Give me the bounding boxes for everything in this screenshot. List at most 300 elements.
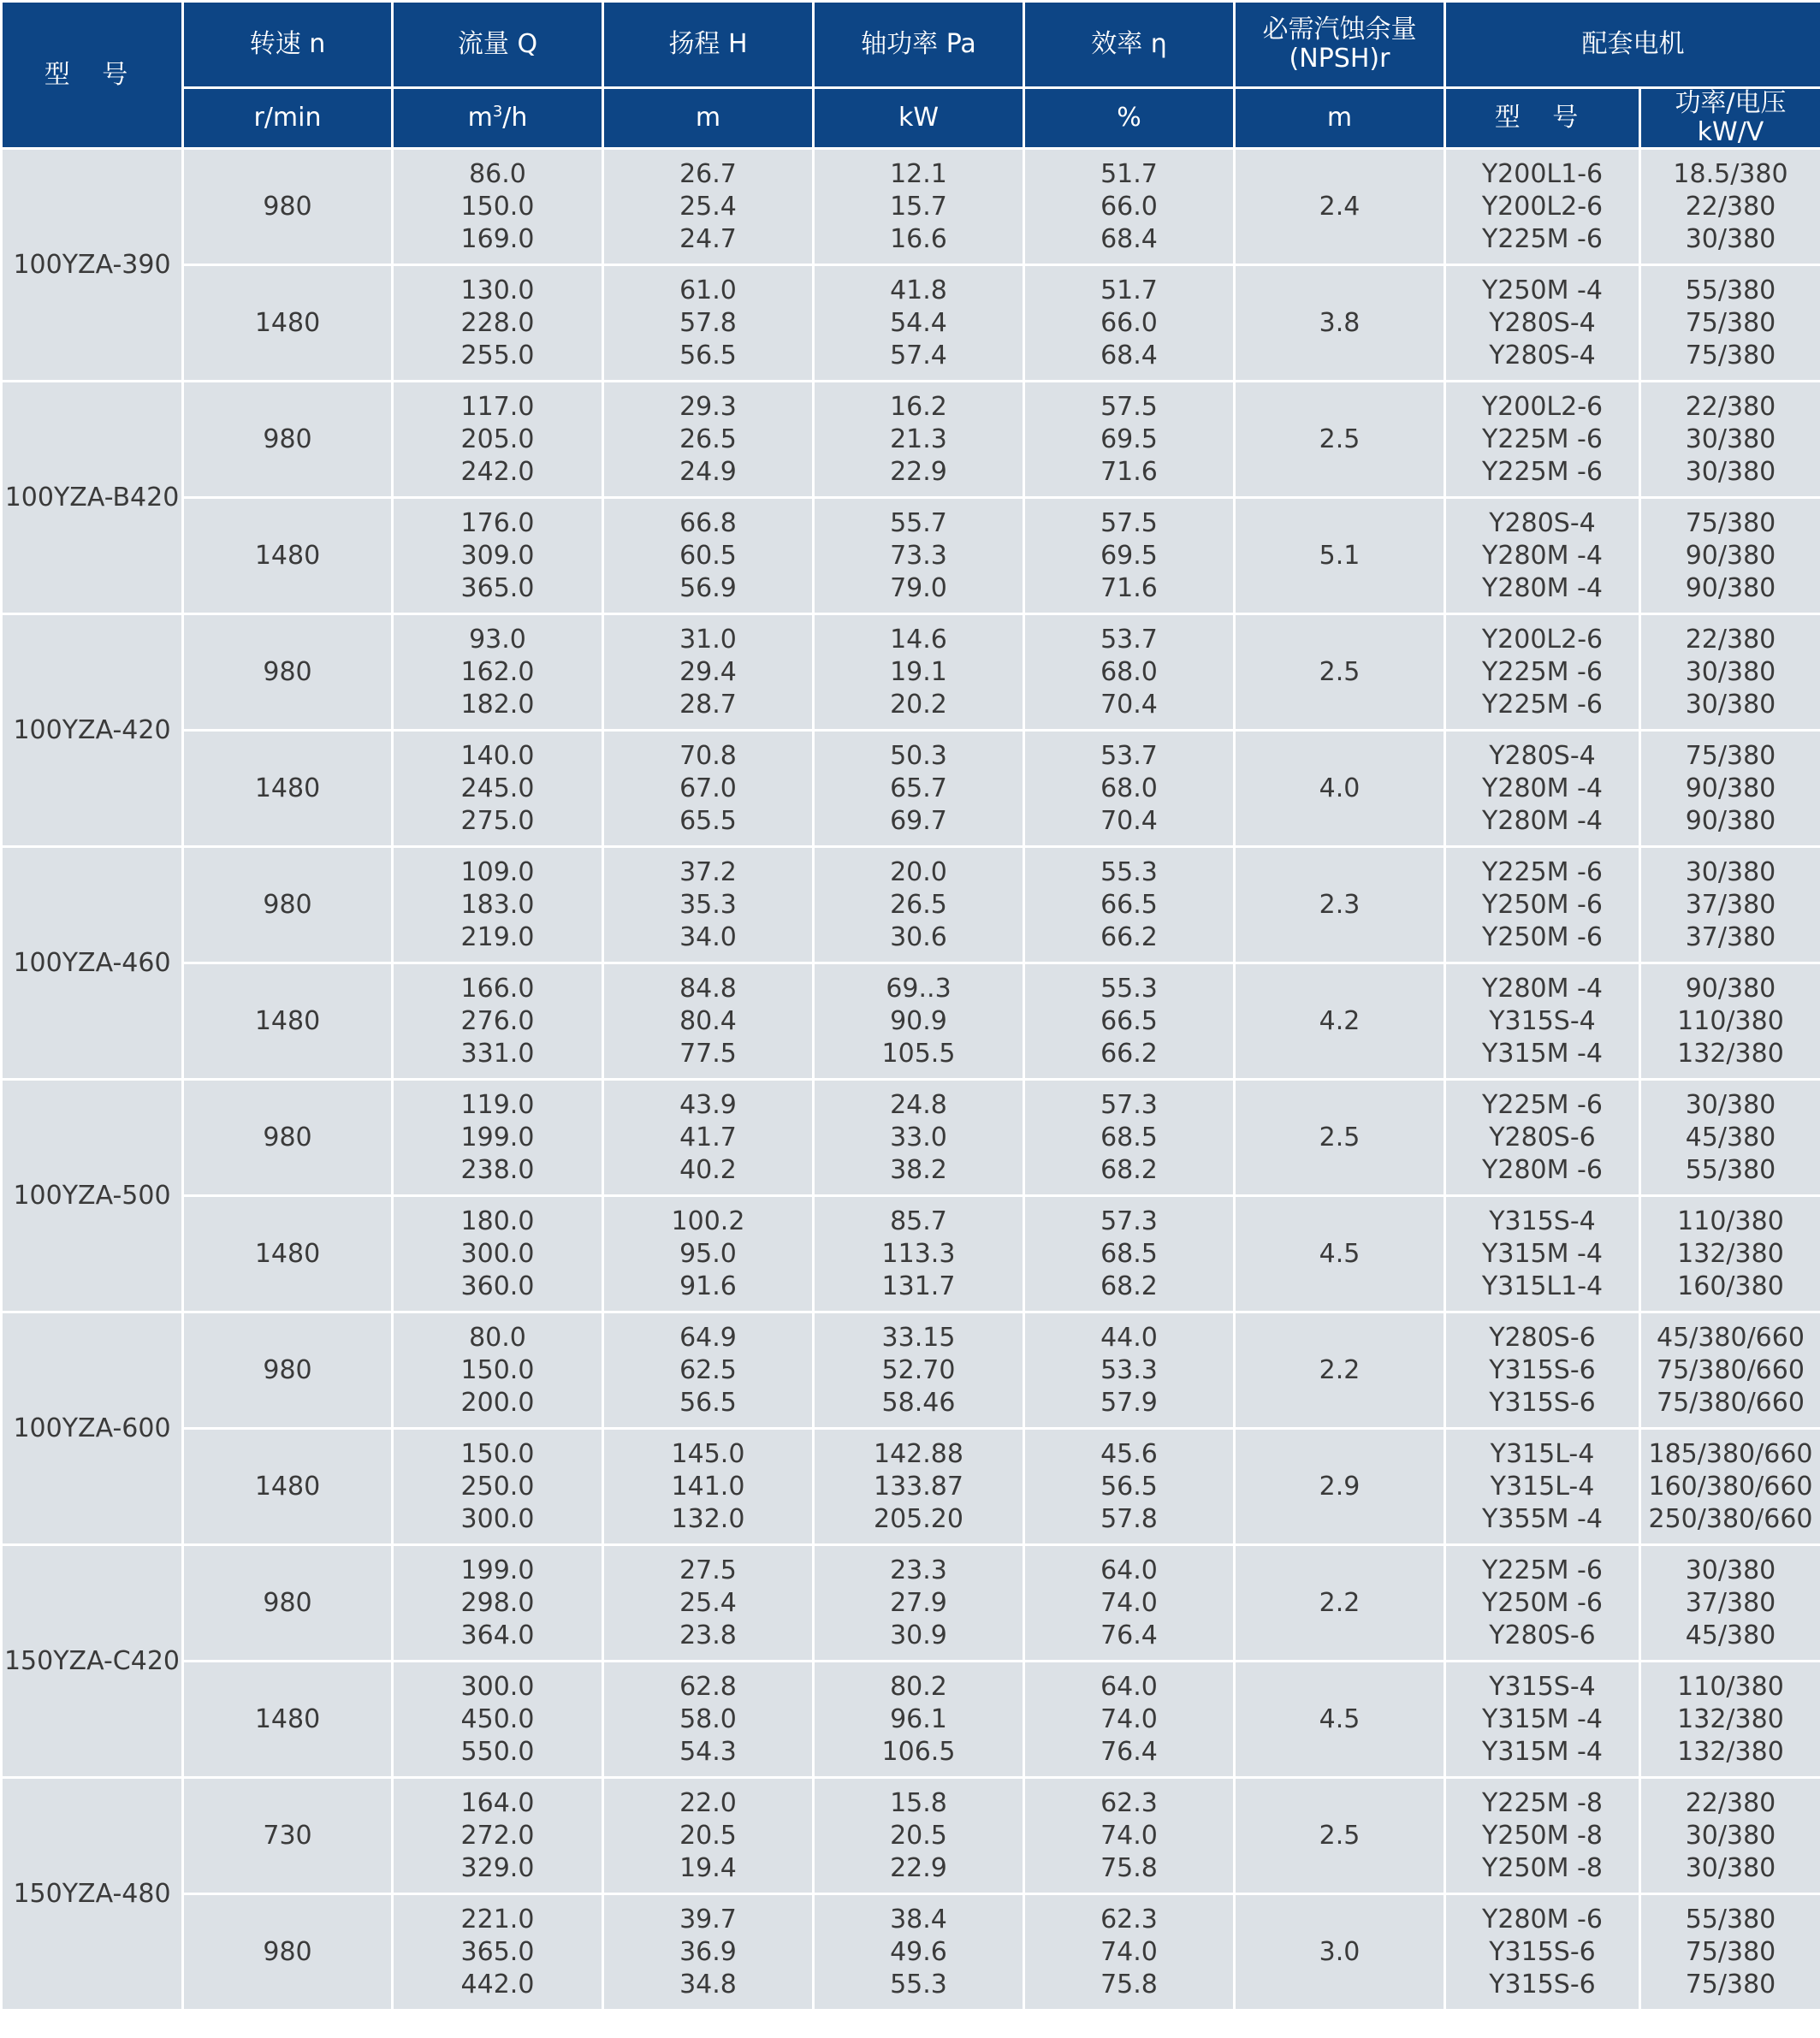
flow-value: 150.0 <box>460 191 535 222</box>
efficiency-values <box>1025 1089 1233 1187</box>
motor-model-value: Y200L2-6 <box>1481 391 1604 422</box>
shaft-power-cell <box>814 1662 1024 1778</box>
motor-power-cell <box>1640 1312 1820 1429</box>
head-value: 145.0 <box>671 1438 745 1469</box>
motor-model-cell <box>1445 1662 1640 1778</box>
head-cell <box>603 1545 814 1662</box>
speed-cell: 980 <box>183 1545 393 1662</box>
flow-cell <box>393 149 603 265</box>
speed-cell: 1480 <box>183 498 393 614</box>
motor-power-values <box>1641 856 1820 954</box>
motor-model-value: Y225M -6 <box>1482 689 1603 720</box>
efficiency-value: 75.8 <box>1100 1969 1158 1999</box>
flow-value: 360.0 <box>460 1271 535 1301</box>
shaft-power-value: 14.6 <box>890 624 947 655</box>
motor-power-value: 22/380 <box>1685 624 1776 655</box>
shaft-power-value: 52.70 <box>881 1354 956 1385</box>
flow-value: 199.0 <box>460 1555 535 1585</box>
motor-power-value: 45/380 <box>1685 1122 1776 1152</box>
motor-model-value: Y225M -8 <box>1482 1787 1603 1818</box>
efficiency-cell <box>1024 265 1235 382</box>
shaft-power-value: 19.1 <box>890 656 947 687</box>
efficiency-values <box>1025 158 1233 256</box>
head-value: 84.8 <box>679 973 737 1004</box>
head-value: 34.0 <box>679 921 737 952</box>
efficiency-cell <box>1024 1545 1235 1662</box>
head-values <box>604 391 812 489</box>
shaft-power-value: 33.15 <box>881 1322 956 1353</box>
efficiency-cell <box>1024 731 1235 847</box>
flow-value: 182.0 <box>460 689 535 720</box>
head-value: 41.7 <box>679 1122 737 1152</box>
efficiency-value: 74.0 <box>1100 1820 1158 1851</box>
flow-values <box>394 391 602 489</box>
table-row <box>2 731 1820 847</box>
motor-model-value: Y315S-6 <box>1489 1354 1596 1385</box>
shaft-power-value: 131.7 <box>881 1271 956 1301</box>
flow-value: 309.0 <box>460 540 535 571</box>
motor-model-value: Y315S-4 <box>1489 1206 1596 1236</box>
flow-value: 80.0 <box>469 1322 526 1353</box>
shaft-power-cell <box>814 614 1024 731</box>
head-value: 22.0 <box>679 1787 737 1818</box>
motor-power-value: 30/380 <box>1685 223 1776 254</box>
shaft-power-cell <box>814 382 1024 498</box>
shaft-power-value: 26.5 <box>890 889 947 920</box>
efficiency-value: 62.3 <box>1100 1904 1158 1934</box>
motor-model-values <box>1446 391 1639 489</box>
motor-model-value: Y315M -4 <box>1482 1703 1603 1734</box>
efficiency-value: 71.6 <box>1100 456 1158 487</box>
motor-model-value: Y250M -6 <box>1482 1587 1603 1618</box>
motor-power-values <box>1641 1089 1820 1187</box>
efficiency-value: 56.5 <box>1100 1471 1158 1502</box>
motor-power-value: 75/380/660 <box>1657 1354 1805 1385</box>
motor-model-value: Y315M -4 <box>1482 1038 1603 1069</box>
flow-value: 365.0 <box>460 1936 535 1967</box>
motor-power-value: 75/380/660 <box>1657 1387 1805 1418</box>
shaft-power-value: 27.9 <box>890 1587 947 1618</box>
flow-cell <box>393 265 603 382</box>
efficiency-value: 45.6 <box>1100 1438 1158 1469</box>
flow-value: 183.0 <box>460 889 535 920</box>
head-value: 132.0 <box>671 1503 745 1534</box>
efficiency-cell <box>1024 498 1235 614</box>
table-row <box>2 1662 1820 1778</box>
table-body <box>2 149 1820 2011</box>
speed-cell: 1480 <box>183 731 393 847</box>
npsh-cell: 2.5 <box>1235 1778 1445 1894</box>
motor-power-values <box>1641 740 1820 838</box>
motor-power-value: 90/380 <box>1685 572 1776 603</box>
motor-power-value: 30/380 <box>1685 424 1776 454</box>
motor-power-cell <box>1640 731 1820 847</box>
motor-power-value: 132/380 <box>1677 1038 1784 1069</box>
motor-power-values <box>1641 1904 1820 2001</box>
table-row <box>2 847 1820 963</box>
shaft-power-cell <box>814 731 1024 847</box>
speed-cell: 980 <box>183 1080 393 1196</box>
flow-value: 150.0 <box>460 1354 535 1385</box>
shaft-power-cell <box>814 1778 1024 1894</box>
speed-cell: 980 <box>183 1312 393 1429</box>
flow-values <box>394 1438 602 1536</box>
head-cell <box>603 1894 814 2011</box>
head-value: 27.5 <box>679 1555 737 1585</box>
head-value: 39.7 <box>679 1904 737 1934</box>
shaft-power-value: 24.8 <box>890 1089 947 1120</box>
motor-model-values <box>1446 624 1639 721</box>
motor-model-value: Y225M -6 <box>1482 223 1603 254</box>
efficiency-value: 53.7 <box>1100 740 1158 771</box>
flow-value: 219.0 <box>460 921 535 952</box>
head-cell <box>603 149 814 265</box>
motor-model-value: Y280M -4 <box>1482 773 1603 803</box>
shaft-power-value: 69..3 <box>886 973 951 1004</box>
flow-value: 205.0 <box>460 424 535 454</box>
flow-value: 272.0 <box>460 1820 535 1851</box>
shaft-power-value: 38.2 <box>890 1154 947 1185</box>
header-head: 扬程 H <box>603 2 814 88</box>
motor-power-value: 90/380 <box>1685 540 1776 571</box>
efficiency-cell <box>1024 1662 1235 1778</box>
model-cell: 150YZA-480 <box>2 1778 183 2011</box>
flow-value: 200.0 <box>460 1387 535 1418</box>
efficiency-values <box>1025 1671 1233 1768</box>
head-values <box>604 1555 812 1652</box>
motor-power-value: 30/380 <box>1685 689 1776 720</box>
shaft-power-value: 16.2 <box>890 391 947 422</box>
head-values <box>604 856 812 954</box>
efficiency-value: 68.0 <box>1100 656 1158 687</box>
motor-model-value: Y280S-4 <box>1489 340 1596 370</box>
flow-cell <box>393 1545 603 1662</box>
efficiency-cell <box>1024 847 1235 963</box>
motor-model-values <box>1446 1671 1639 1768</box>
motor-power-value: 45/380 <box>1685 1620 1776 1650</box>
npsh-cell: 2.5 <box>1235 382 1445 498</box>
header-npsh-line2: (NPSH)r <box>1289 44 1390 74</box>
head-cell <box>603 1312 814 1429</box>
flow-cell <box>393 1894 603 2011</box>
flow-cell <box>393 498 603 614</box>
npsh-cell: 5.1 <box>1235 498 1445 614</box>
efficiency-value: 68.5 <box>1100 1238 1158 1269</box>
npsh-cell: 2.5 <box>1235 614 1445 731</box>
motor-model-cell <box>1445 1778 1640 1894</box>
model-cell: 100YZA-420 <box>2 614 183 847</box>
shaft-power-values <box>815 1438 1023 1536</box>
efficiency-value: 57.5 <box>1100 507 1158 538</box>
head-value: 61.0 <box>679 275 737 305</box>
head-value: 66.8 <box>679 507 737 538</box>
flow-value: 329.0 <box>460 1852 535 1883</box>
motor-model-value: Y280M -6 <box>1482 1154 1603 1185</box>
head-values <box>604 1671 812 1768</box>
efficiency-values <box>1025 1787 1233 1885</box>
flow-value: 169.0 <box>460 223 535 254</box>
flow-value: 450.0 <box>460 1703 535 1734</box>
npsh-cell: 2.2 <box>1235 1545 1445 1662</box>
head-value: 36.9 <box>679 1936 737 1967</box>
motor-power-value: 132/380 <box>1677 1736 1784 1767</box>
shaft-power-value: 96.1 <box>890 1703 947 1734</box>
shaft-power-value: 79.0 <box>890 572 947 603</box>
efficiency-value: 69.5 <box>1100 540 1158 571</box>
flow-cell <box>393 963 603 1080</box>
motor-model-value: Y280M -4 <box>1482 540 1603 571</box>
flow-value: 275.0 <box>460 805 535 836</box>
motor-power-value: 160/380 <box>1677 1271 1784 1301</box>
efficiency-value: 57.8 <box>1100 1503 1158 1534</box>
motor-model-values <box>1446 1438 1639 1536</box>
motor-power-cell <box>1640 1662 1820 1778</box>
efficiency-value: 68.2 <box>1100 1154 1158 1185</box>
flow-value: 300.0 <box>460 1238 535 1269</box>
efficiency-value: 74.0 <box>1100 1587 1158 1618</box>
motor-power-value: 90/380 <box>1685 973 1776 1004</box>
table-row <box>2 149 1820 265</box>
header-head-unit: m <box>603 88 814 149</box>
shaft-power-value: 69.7 <box>890 805 947 836</box>
speed-cell: 730 <box>183 1778 393 1894</box>
flow-values <box>394 1555 602 1652</box>
table-row <box>2 1429 1820 1545</box>
flow-value: 364.0 <box>460 1620 535 1650</box>
motor-model-value: Y315S-6 <box>1489 1387 1596 1418</box>
head-value: 56.5 <box>679 340 737 370</box>
efficiency-values <box>1025 973 1233 1070</box>
motor-model-cell <box>1445 498 1640 614</box>
shaft-power-cell <box>814 847 1024 963</box>
motor-model-value: Y250M -8 <box>1482 1820 1603 1851</box>
flow-value: 228.0 <box>460 307 535 338</box>
head-values <box>604 158 812 256</box>
flow-value: 164.0 <box>460 1787 535 1818</box>
shaft-power-value: 38.4 <box>890 1904 947 1934</box>
efficiency-value: 75.8 <box>1100 1852 1158 1883</box>
efficiency-value: 64.0 <box>1100 1555 1158 1585</box>
head-value: 26.5 <box>679 424 737 454</box>
shaft-power-cell <box>814 149 1024 265</box>
flow-value: 109.0 <box>460 856 535 887</box>
header-motor-model: 型 号 <box>1445 88 1640 149</box>
motor-power-cell <box>1640 614 1820 731</box>
motor-power-values <box>1641 1671 1820 1768</box>
motor-power-value: 110/380 <box>1677 1206 1784 1236</box>
efficiency-values <box>1025 1438 1233 1536</box>
header-motor-power <box>1640 88 1820 149</box>
motor-power-value: 90/380 <box>1685 805 1776 836</box>
motor-model-value: Y200L1-6 <box>1481 158 1604 189</box>
head-cell <box>603 382 814 498</box>
motor-power-value: 110/380 <box>1677 1005 1784 1036</box>
header-efficiency-unit: % <box>1024 88 1235 149</box>
flow-value: 298.0 <box>460 1587 535 1618</box>
efficiency-value: 71.6 <box>1100 572 1158 603</box>
motor-power-value: 30/380 <box>1685 856 1776 887</box>
motor-power-value: 75/380 <box>1685 307 1776 338</box>
motor-model-values <box>1446 1206 1639 1303</box>
motor-model-cell <box>1445 265 1640 382</box>
head-value: 25.4 <box>679 1587 737 1618</box>
head-value: 25.4 <box>679 191 737 222</box>
shaft-power-value: 49.6 <box>890 1936 947 1967</box>
efficiency-value: 57.3 <box>1100 1206 1158 1236</box>
flow-values <box>394 740 602 838</box>
shaft-power-value: 205.20 <box>874 1503 963 1534</box>
efficiency-value: 76.4 <box>1100 1620 1158 1650</box>
head-value: 64.9 <box>679 1322 737 1353</box>
efficiency-value: 44.0 <box>1100 1322 1158 1353</box>
flow-value: 162.0 <box>460 656 535 687</box>
efficiency-value: 53.7 <box>1100 624 1158 655</box>
flow-value: 250.0 <box>460 1471 535 1502</box>
flow-cell <box>393 1662 603 1778</box>
head-value: 91.6 <box>679 1271 737 1301</box>
header-motor-power-line1: 功率/电压 <box>1675 88 1787 118</box>
head-values <box>604 973 812 1070</box>
efficiency-cell <box>1024 1429 1235 1545</box>
motor-power-value: 132/380 <box>1677 1703 1784 1734</box>
efficiency-value: 55.3 <box>1100 856 1158 887</box>
flow-value: 86.0 <box>469 158 526 189</box>
motor-power-values <box>1641 1322 1820 1419</box>
header-motor-power-line2: kW/V <box>1697 117 1764 147</box>
motor-power-value: 75/380 <box>1685 1936 1776 1967</box>
flow-value: 93.0 <box>469 624 526 655</box>
head-values <box>604 275 812 372</box>
shaft-power-value: 20.2 <box>890 689 947 720</box>
motor-model-value: Y315L1-4 <box>1481 1271 1604 1301</box>
flow-value: 442.0 <box>460 1969 535 1999</box>
shaft-power-value: 58.46 <box>881 1387 956 1418</box>
motor-model-values <box>1446 740 1639 838</box>
head-value: 24.9 <box>679 456 737 487</box>
flow-value: 119.0 <box>460 1089 535 1120</box>
efficiency-cell <box>1024 1778 1235 1894</box>
shaft-power-value: 22.9 <box>890 456 947 487</box>
flow-values <box>394 856 602 954</box>
motor-model-values <box>1446 275 1639 372</box>
efficiency-value: 76.4 <box>1100 1736 1158 1767</box>
head-value: 28.7 <box>679 689 737 720</box>
motor-model-values <box>1446 1322 1639 1419</box>
motor-power-values <box>1641 624 1820 721</box>
head-value: 70.8 <box>679 740 737 771</box>
motor-power-cell <box>1640 1778 1820 1894</box>
shaft-power-value: 22.9 <box>890 1852 947 1883</box>
head-value: 34.8 <box>679 1969 737 1999</box>
npsh-cell: 3.0 <box>1235 1894 1445 2011</box>
speed-cell: 1480 <box>183 1196 393 1312</box>
header-efficiency: 效率 η <box>1024 2 1235 88</box>
motor-model-value: Y315L-4 <box>1490 1438 1595 1469</box>
motor-model-cell <box>1445 1080 1640 1196</box>
speed-cell: 980 <box>183 847 393 963</box>
motor-power-value: 55/380 <box>1685 275 1776 305</box>
speed-cell: 1480 <box>183 265 393 382</box>
flow-value: 276.0 <box>460 1005 535 1036</box>
efficiency-cell <box>1024 1894 1235 2011</box>
efficiency-values <box>1025 740 1233 838</box>
shaft-power-value: 73.3 <box>890 540 947 571</box>
head-value: 29.3 <box>679 391 737 422</box>
flow-values <box>394 1787 602 1885</box>
motor-model-value: Y250M -8 <box>1482 1852 1603 1883</box>
motor-power-cell <box>1640 1080 1820 1196</box>
speed-cell: 980 <box>183 614 393 731</box>
head-value: 100.2 <box>671 1206 745 1236</box>
efficiency-value: 68.5 <box>1100 1122 1158 1152</box>
motor-model-cell <box>1445 614 1640 731</box>
head-value: 29.4 <box>679 656 737 687</box>
motor-power-values <box>1641 158 1820 256</box>
flow-values <box>394 973 602 1070</box>
head-values <box>604 1206 812 1303</box>
efficiency-value: 57.3 <box>1100 1089 1158 1120</box>
motor-power-value: 30/380 <box>1685 1555 1776 1585</box>
head-cell <box>603 1778 814 1894</box>
shaft-power-value: 50.3 <box>890 740 947 771</box>
flow-cell <box>393 1196 603 1312</box>
motor-power-cell <box>1640 963 1820 1080</box>
flow-cell <box>393 1080 603 1196</box>
motor-power-value: 37/380 <box>1685 1587 1776 1618</box>
motor-power-value: 160/380/660 <box>1648 1471 1813 1502</box>
shaft-power-value: 55.7 <box>890 507 947 538</box>
npsh-cell: 3.8 <box>1235 265 1445 382</box>
shaft-power-cell <box>814 498 1024 614</box>
motor-model-value: Y225M -6 <box>1482 1089 1603 1120</box>
motor-model-value: Y225M -6 <box>1482 424 1603 454</box>
motor-power-value: 30/380 <box>1685 656 1776 687</box>
efficiency-value: 57.9 <box>1100 1387 1158 1418</box>
npsh-cell: 4.0 <box>1235 731 1445 847</box>
motor-power-value: 30/380 <box>1685 456 1776 487</box>
head-value: 80.4 <box>679 1005 737 1036</box>
motor-power-value: 250/380/660 <box>1648 1503 1813 1534</box>
head-value: 31.0 <box>679 624 737 655</box>
header-npsh-line1: 必需汽蚀余量 <box>1262 15 1417 44</box>
efficiency-value: 51.7 <box>1100 158 1158 189</box>
shaft-power-value: 20.0 <box>890 856 947 887</box>
shaft-power-value: 54.4 <box>890 307 947 338</box>
motor-model-value: Y225M -6 <box>1482 856 1603 887</box>
model-cell: 100YZA-460 <box>2 847 183 1080</box>
header-shaft-power: 轴功率 Pa <box>814 2 1024 88</box>
motor-model-value: Y280S-6 <box>1489 1620 1596 1650</box>
motor-model-cell <box>1445 1196 1640 1312</box>
motor-power-cell <box>1640 265 1820 382</box>
shaft-power-cell <box>814 1894 1024 2011</box>
header-shaft-power-unit: kW <box>814 88 1024 149</box>
efficiency-values <box>1025 624 1233 721</box>
motor-model-value: Y315S-6 <box>1489 1969 1596 1999</box>
shaft-power-values <box>815 1904 1023 2001</box>
motor-model-value: Y280M -6 <box>1482 1904 1603 1934</box>
motor-model-value: Y280S-6 <box>1489 1322 1596 1353</box>
speed-cell: 980 <box>183 382 393 498</box>
efficiency-cell <box>1024 382 1235 498</box>
motor-model-value: Y355M -4 <box>1482 1503 1603 1534</box>
flow-value: 166.0 <box>460 973 535 1004</box>
shaft-power-values <box>815 624 1023 721</box>
motor-model-value: Y250M -4 <box>1482 275 1603 305</box>
head-cell <box>603 614 814 731</box>
efficiency-cell <box>1024 1080 1235 1196</box>
efficiency-value: 74.0 <box>1100 1703 1158 1734</box>
